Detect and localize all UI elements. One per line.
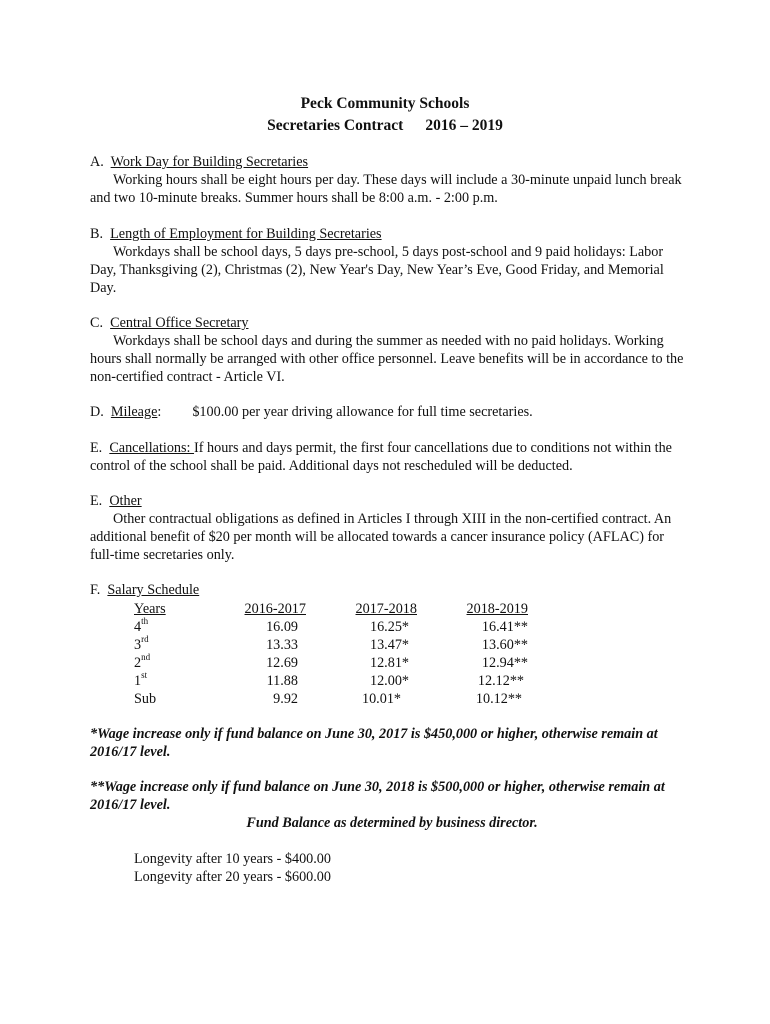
table-row: 1st 11.88 12.00* 12.12**: [134, 670, 524, 689]
salary-table: [134, 600, 528, 708]
section-d: D. Mileage: $100.00 per year driving allowance for full time secretaries.: [90, 404, 533, 420]
section-f-heading: Salary Schedule: [107, 582, 200, 598]
table-row: Sub 9.92 10.01* 10.12**: [134, 691, 522, 707]
section-e-other-heading: Other: [109, 493, 142, 509]
document-title: Peck Community Schools: [300, 95, 470, 112]
section-e-other-body: Other contractual obligations as defined in Articles I through XIII in the non-certified contract. An additional benefit of $20 per month will be allocated towards a cancer insurance policy (AFLAC) for full-time secretaries only.: [90, 511, 672, 563]
section-e-other: E. Other Other contractual obligations as defined in Articles I through XIII in the non-certified contract. An additional benefit of $20 per month will be allocated towards a cancer insurance policy (AFLAC) for full-time secretaries only.: [90, 492, 690, 564]
note-2017-condition: *Wage increase only if fund balance on June 30, 2017 is $450,000 or higher, otherwise remain at 2016/17 level.: [90, 726, 658, 760]
section-b-heading: Length of Employment for Building Secretaries: [110, 226, 382, 242]
section-a: A. Work Day for Building Secretaries Working hours shall be eight hours per day. These days will include a 30-minute unpaid lunch break and two 10-minute breaks. Summer hours shall be 8:00 a.m. - 2:00 p.m.: [90, 153, 690, 207]
salary-header-2017: 2017-2018: [355, 601, 417, 617]
section-a-body: Working hours shall be eight hours per day. These days will include a 30-minute unpaid lunch break and two 10-minute breaks. Summer hours shall be 8:00 a.m. - 2:00 p.m.: [90, 172, 682, 206]
section-d-heading: Mileage: [110, 404, 158, 420]
section-b-body: Workdays shall be school days, 5 days pre-school, 5 days post-school and 9 paid holidays: Labor Day, Thanksgiving (2), Christmas (2), New Year's Day, New Year’s Eve, Good Friday, and Memorial Day.: [90, 244, 664, 296]
section-f: F. Salary Schedule: [90, 582, 200, 598]
table-row: 3rd 13.33 13.47* 13.60**: [134, 634, 528, 653]
section-e-cancellations-heading: Cancellations:: [109, 440, 195, 456]
section-b: B. Length of Employment for Building Secretaries Workdays shall be school days, 5 days pre-school, 5 days post-school and 9 paid holidays: Labor Day, Thanksgiving (2), Christmas (2), New Year's Day, New Year’s Eve, Good Friday, and Memorial Day.: [90, 225, 690, 297]
longevity-10-years: Longevity after 10 years - $400.00: [134, 851, 331, 867]
document-subtitle: Secretaries Contract 2016 – 2019: [267, 117, 503, 134]
salary-header-row: [134, 600, 528, 618]
longevity-20-years: Longevity after 20 years - $600.00: [134, 869, 331, 885]
section-c: C. Central Office Secretary Workdays shall be school days and during the summer as needed with no paid holidays. Working hours shall normally be arranged with other office personnel. Leave benefits will be in accordance to the non-certified contract - Article VI.: [90, 314, 690, 386]
section-a-heading: Work Day for Building Secretaries: [110, 154, 309, 170]
section-c-heading: Central Office Secretary: [110, 315, 249, 331]
section-e-cancellations-body: If hours and days permit, the first four cancellations due to conditions not within the control of the school shall be paid. Additional days not rescheduled will be deducted.: [90, 440, 672, 474]
salary-header-2016: 2016-2017: [244, 601, 306, 617]
section-c-body: Workdays shall be school days and during the summer as needed with no paid holidays. Working hours shall normally be arranged with other office personnel. Leave benefits will be in accordance to the non-certified contract - Article VI.: [90, 333, 684, 385]
table-row: 4th 16.09 16.25* 16.41**: [134, 616, 528, 635]
note-2018-condition: **Wage increase only if fund balance on June 30, 2018 is $500,000 or higher, otherwise remain at 2016/17 level.: [90, 779, 665, 813]
section-e-cancellations: E. Cancellations: If hours and days permit, the first four cancellations due to conditions not within the control of the school shall be paid. Additional days not rescheduled will be deducted.: [90, 440, 672, 474]
salary-header-years: Years: [134, 601, 166, 617]
salary-header-2018: 2018-2019: [466, 601, 528, 617]
table-row: 2nd 12.69 12.81* 12.94**: [134, 652, 528, 671]
section-d-body: $100.00 per year driving allowance for full time secretaries.: [192, 404, 533, 420]
note-fund-balance: Fund Balance as determined by business director.: [246, 815, 538, 831]
